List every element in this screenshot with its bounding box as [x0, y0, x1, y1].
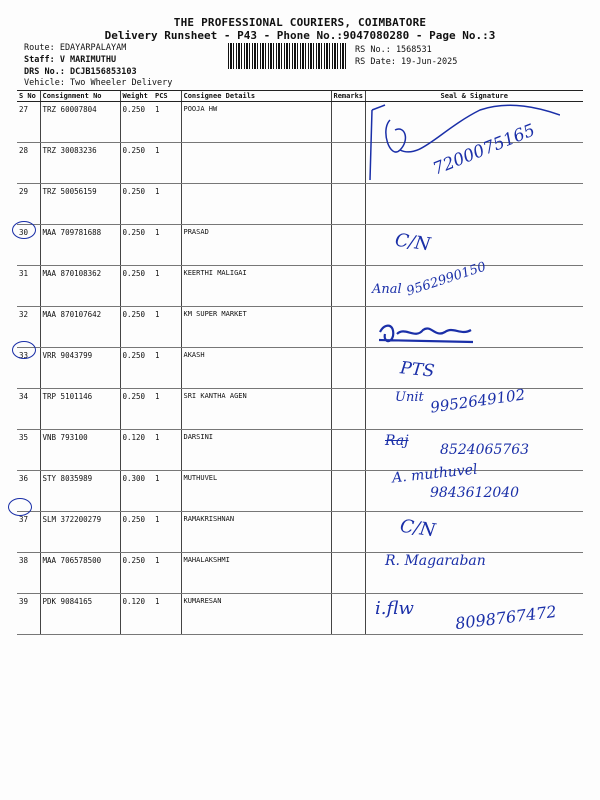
pcs: 1: [153, 184, 181, 225]
consignment-no: TRZ 50056159: [40, 184, 120, 225]
consignee: POOJA HW: [181, 102, 331, 143]
weight: 0.120: [120, 430, 153, 471]
table-row: [17, 225, 583, 266]
consignee: PRASAD: [181, 225, 331, 266]
remarks-cell: [331, 471, 365, 512]
consignee: [181, 184, 331, 225]
remarks-cell: [331, 553, 365, 594]
consignee: SRI KANTHA AGEN: [181, 389, 331, 430]
vehicle-label: Vehicle: Two Wheeler Delivery: [24, 78, 173, 88]
consignee: DARSINI: [181, 430, 331, 471]
consignment-no: MAA 706578500: [40, 553, 120, 594]
weight: 0.120: [120, 594, 153, 635]
handwritten-cn: C/N: [393, 229, 432, 256]
pcs: 1: [153, 307, 181, 348]
weight: 0.250: [120, 553, 153, 594]
consignment-no: VNB 793100: [40, 430, 120, 471]
runsheet-subtitle: Delivery Runsheet - P43 - Phone No.:9047080280 - Page No.:3: [104, 29, 496, 42]
pcs: 1: [153, 389, 181, 430]
consignment-no: VRR 9043799: [40, 348, 120, 389]
sno-circle-mark: [8, 498, 32, 516]
consignee: KUMARESAN: [181, 594, 331, 635]
pcs: 1: [153, 430, 181, 471]
handwritten-signature: Anal: [372, 282, 402, 297]
sno: 27: [17, 102, 40, 143]
weight: 0.300: [120, 471, 153, 512]
sno: 33: [17, 348, 40, 389]
company-title: THE PROFESSIONAL COURIERS, COIMBATORE: [173, 16, 427, 29]
handwritten-name: R. Magaraban: [385, 553, 486, 569]
consignee: RAMAKRISHNAN: [181, 512, 331, 553]
table-row: [17, 348, 583, 389]
pcs: 1: [153, 225, 181, 266]
sno-circle-mark: [12, 221, 36, 239]
consignment-no: MAA 870107642: [40, 307, 120, 348]
consignment-no: MAA 709781688: [40, 225, 120, 266]
handwritten-phone: 9952649102: [429, 385, 527, 417]
remarks-cell: [331, 348, 365, 389]
handwritten-cn: C/N: [398, 515, 437, 542]
sno-circle-mark: [12, 341, 36, 359]
remarks-cell: [331, 430, 365, 471]
barcode: [228, 43, 346, 69]
signature-scribble: [360, 100, 560, 190]
remarks-cell: [331, 512, 365, 553]
handwritten-pts: PTS: [399, 358, 436, 382]
consignment-no: MAA 870108362: [40, 266, 120, 307]
consignee: MUTHUVEL: [181, 471, 331, 512]
pcs: 1: [153, 471, 181, 512]
table-row: [17, 266, 583, 307]
sno: 35: [17, 430, 40, 471]
remarks-cell: [331, 307, 365, 348]
route-label: Route: EDAYARPALAYAM: [24, 43, 127, 53]
col-consignment: Consignment No: [40, 91, 120, 102]
col-consignee: Consignee Details: [181, 91, 331, 102]
handwritten-signature: i.flw: [375, 598, 414, 619]
handwritten-phone: 8524065763: [440, 442, 530, 458]
weight: 0.250: [120, 184, 153, 225]
weight: 0.250: [120, 266, 153, 307]
sno: 30: [17, 225, 40, 266]
col-signature: Seal & Signature: [365, 91, 583, 102]
pcs: 1: [153, 348, 181, 389]
pcs: 1: [153, 102, 181, 143]
col-remarks: Remarks: [331, 91, 365, 102]
pcs: 1: [153, 594, 181, 635]
col-pcs: PCS: [153, 91, 181, 102]
sno: 37: [17, 512, 40, 553]
weight: 0.250: [120, 102, 153, 143]
consignee: MAHALAKSHMI: [181, 553, 331, 594]
rs-number: RS No.: 1568531: [355, 45, 432, 55]
sno: 39: [17, 594, 40, 635]
staff-label: Staff: V MARIMUTHU: [24, 55, 117, 65]
handwritten-phone: 9843612040: [430, 485, 520, 501]
table-row: [17, 307, 583, 348]
consignment-no: STY 8035989: [40, 471, 120, 512]
col-weight: Weight: [120, 91, 153, 102]
handwritten-signature: Unit: [395, 390, 424, 405]
consignee: KM SUPER MARKET: [181, 307, 331, 348]
weight: 0.250: [120, 348, 153, 389]
sno: 34: [17, 389, 40, 430]
remarks-cell: [331, 389, 365, 430]
consignment-no: TRZ 30083236: [40, 143, 120, 184]
sno: 29: [17, 184, 40, 225]
consignee: KEERTHI MALIGAI: [181, 266, 331, 307]
pcs: 1: [153, 553, 181, 594]
handwritten-phone: 7200075165: [430, 120, 538, 180]
handwritten-name: A. muthuvel: [391, 461, 479, 487]
weight: 0.250: [120, 307, 153, 348]
signature-cell: [365, 512, 583, 553]
handwritten-signature: Raj: [385, 433, 409, 449]
weight: 0.250: [120, 225, 153, 266]
consignment-no: TRZ 60007804: [40, 102, 120, 143]
consignment-no: TRP 5101146: [40, 389, 120, 430]
consignee: AKASH: [181, 348, 331, 389]
drs-label: DRS No.: DCJB156853103: [24, 67, 137, 77]
remarks-cell: [331, 594, 365, 635]
col-sno: S No: [17, 91, 40, 102]
pcs: 1: [153, 266, 181, 307]
sno: 32: [17, 307, 40, 348]
sno: 28: [17, 143, 40, 184]
table-row: [17, 553, 583, 594]
consignee: [181, 143, 331, 184]
handwritten-phone: 8098767472: [454, 601, 558, 634]
consignment-no: PDK 9084165: [40, 594, 120, 635]
signature-scribble: [375, 320, 475, 348]
consignment-no: SLM 372200279: [40, 512, 120, 553]
remarks-cell: [331, 225, 365, 266]
table-row: [17, 512, 583, 553]
pcs: 1: [153, 143, 181, 184]
weight: 0.250: [120, 512, 153, 553]
rs-date: RS Date: 19-Jun-2025: [355, 57, 458, 67]
weight: 0.250: [120, 143, 153, 184]
handwritten-phone: 9562990150: [404, 259, 489, 300]
sno: 36: [17, 471, 40, 512]
pcs: 1: [153, 512, 181, 553]
sno: 38: [17, 553, 40, 594]
weight: 0.250: [120, 389, 153, 430]
remarks-cell: [331, 266, 365, 307]
sno: 31: [17, 266, 40, 307]
signature-cell: [365, 348, 583, 389]
